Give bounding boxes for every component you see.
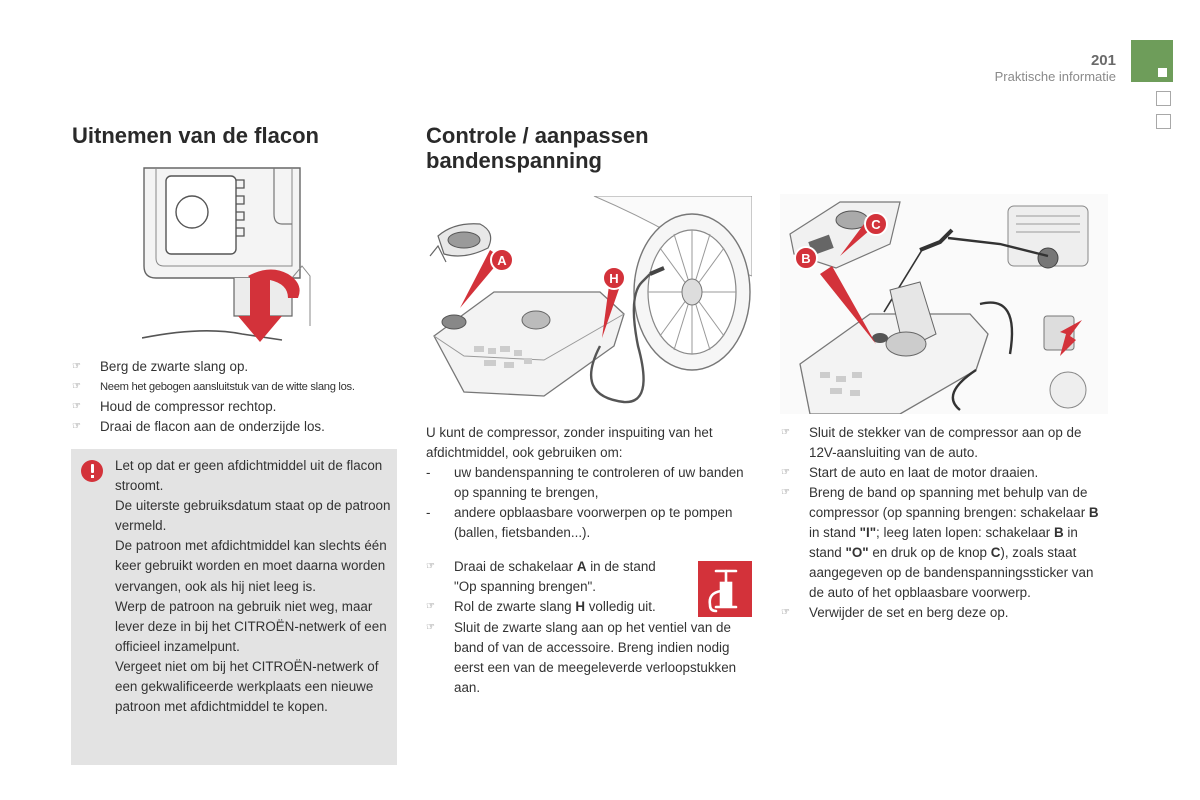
warning-text: Let op dat er geen afdichtmiddel uit de flacon stroomt. De uiterste gebruiksdatum staat op de patroon vermeld. De patroon met afdichtmiddel kan slechts één keer gebruikt worden en moet daarna worden vervangen, ook als hij niet leeg is. Werp de patroon na gebruik niet weg, maar lever deze in bij het CITROËN-netwerk of een officieel inzamelpunt. Vergeet niet om bij het CITROËN-netwerk of een gekwalificeerde werkplaats een nieuwe patroon met afdichtmiddel te kopen. [115, 458, 391, 715]
list-item: - uw bandenspanning te controleren of uw banden op spanning te brengen, [426, 465, 744, 500]
list-item: ☞ Breng de band op spanning met behulp van de compressor (op spanning brengen: schakelaar B in stand "I"; leeg laten lopen: schakelaar B in stand "O" en druk op de knop C), zoals staat aangegeven op de bandenspanningssticker van de auto of het opblaasbare voorwerp. [781, 485, 1099, 600]
pressure-steps-list [426, 557, 666, 617]
intro-text: U kunt de compressor, zonder inspuiting van het afdichtmiddel, ook gebruiken om: [426, 425, 713, 460]
chapter-tab-active [1131, 40, 1173, 82]
callout-c: C [871, 217, 881, 232]
list-item: ☞ Sluit de stekker van de compressor aan op de 12V-aansluiting van de auto. [781, 425, 1082, 460]
list-item: ☞ Houd de compressor rechtop. [72, 399, 277, 414]
callout-a: A [497, 253, 507, 268]
list-item: ☞ Neem het gebogen aansluitstuk van de witte slang los. [72, 381, 355, 393]
list-item: ☞ Start de auto en laat de motor draaien. [781, 465, 1039, 480]
section-title: Praktische informatie [994, 69, 1116, 84]
warning-icon [81, 460, 103, 482]
dashboard-socket-illustration [780, 194, 1108, 414]
list-item: ☞ Rol de zwarte slang H volledig uit. [426, 599, 656, 614]
flacon-steps-list [72, 357, 402, 437]
chapter-tab [1156, 91, 1171, 106]
list-item: ☞ Draai de schakelaar A in de stand "Op spanning brengen". [426, 559, 656, 594]
connect-steps-list [781, 423, 1107, 623]
tire-pump-icon [698, 561, 752, 617]
chapter-tab [1156, 114, 1171, 129]
warning-box [71, 449, 397, 765]
uses-list [426, 463, 746, 543]
pressure-steps-list-cont [426, 618, 756, 698]
page-number: 201 [1090, 52, 1116, 69]
section-heading-flacon: Uitnemen van de flacon [72, 123, 319, 148]
list-item: ☞ Sluit de zwarte slang aan op het ventiel van de band of van de accessoire. Breng indien nodig eerst een van de meegeleverde verloopstukken aan. [426, 620, 737, 695]
section-heading-pressure: Controle / aanpassen bandenspanning [426, 123, 649, 173]
compressor-hose-illustration [424, 196, 752, 412]
list-item: ☞ Verwijder de set en berg deze op. [781, 605, 1009, 620]
callout-b: B [801, 251, 811, 266]
flacon-removal-illustration [142, 166, 314, 346]
list-item: ☞ Berg de zwarte slang op. [72, 359, 249, 374]
list-item: - andere opblaasbare voorwerpen op te pompen (ballen, fietsbanden...). [426, 505, 733, 540]
list-item: ☞ Draai de flacon aan de onderzijde los. [72, 419, 325, 434]
callout-h: H [609, 271, 619, 286]
